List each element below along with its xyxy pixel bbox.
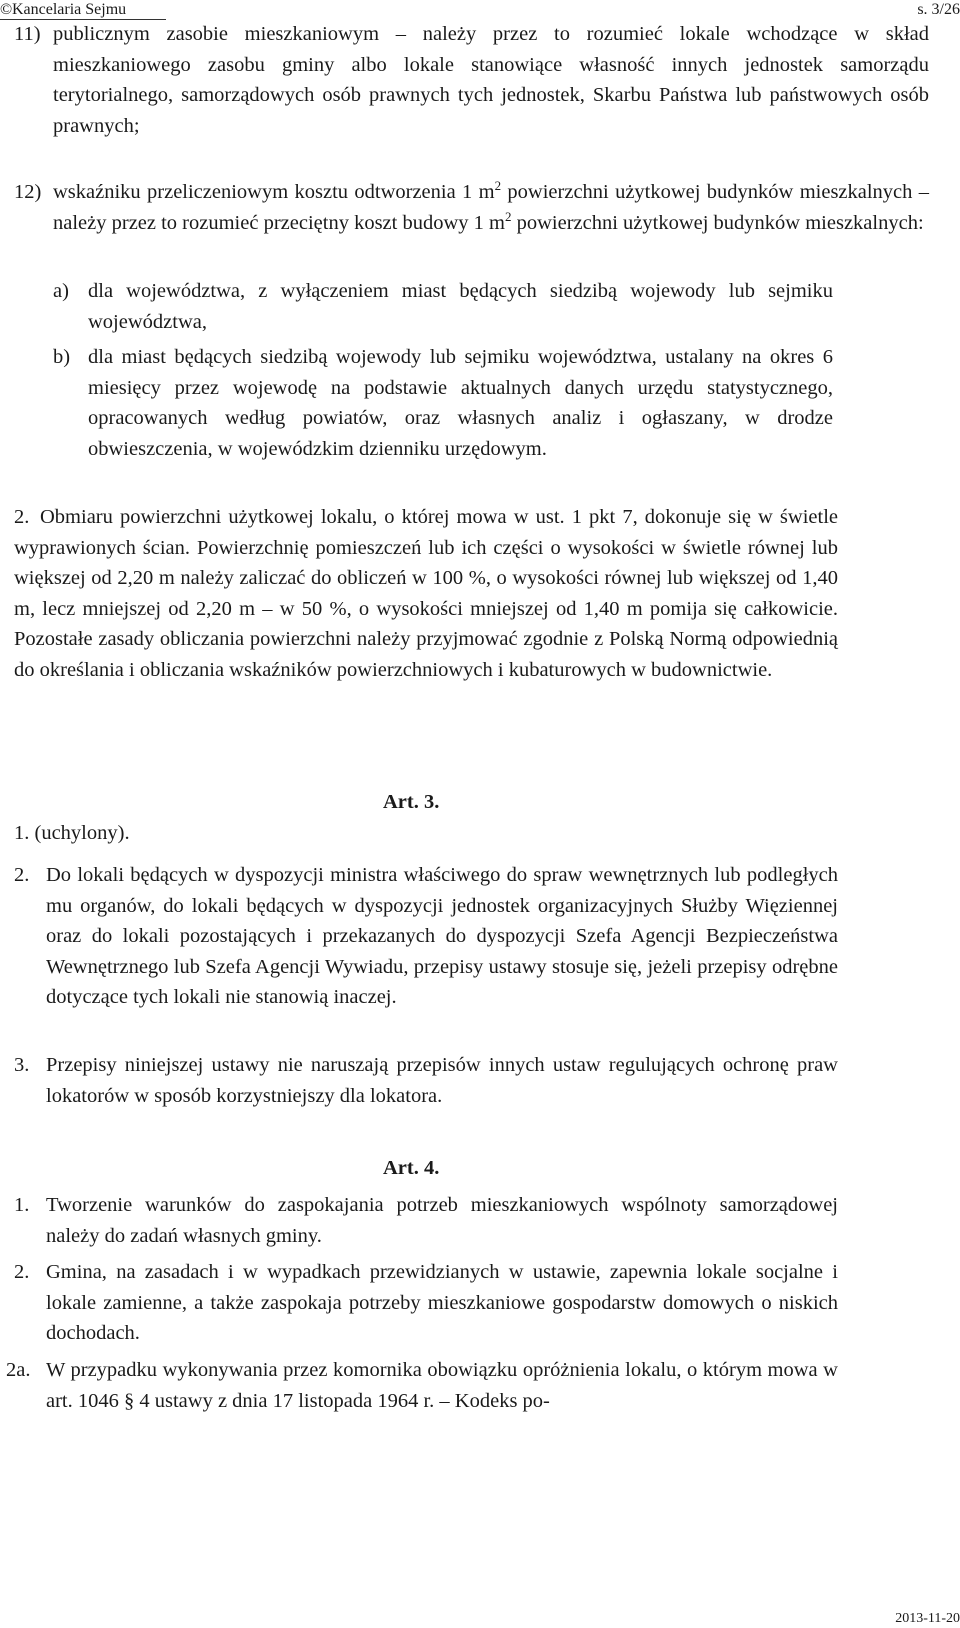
letter-b-text: dla miast będących siedzibą wojewody lub sejmiku województwa, ustalany na okres 6 miesięcy przez wojewodę na podstawie aktualnych danych urzędu statystycznego, opracowanych według powiatów, oraz własnych analiz i ogłaszany, w drodze obwieszczenia, w wojewódzkim dzienniku urzędowym.	[88, 346, 833, 460]
point-11-text: publicznym zasobie mieszkaniowym – należy przez to rozumieć lokale wchodzące w skład mieszkaniowego zasobu gminy albo lokale stanowiące własność innych jednostek samorządu terytorialnego, samorządowych osób prawnych tych jednostek, Skarbu Państwa lub państwowych osób prawnych;	[53, 23, 929, 137]
copyright-icon: ©	[0, 1, 13, 18]
footer-date: 2013-11-20	[895, 1611, 960, 1626]
point-12-text-c: powierzchni użytkowej budynków mieszkalnych:	[511, 211, 924, 234]
superscript: 2	[494, 178, 502, 194]
section-2-text: Obmiaru powierzchni użytkowej lokalu, o której mowa w ust. 1 pkt 7, dokonuje się w świetle wyprawionych ścian. Powierzchnię pomieszczeń lub ich części o wysokości w świetle równej lub większej od 2,20 m należy zaliczać do obliczeń w 100 %, o wysokości równej lub większej od 1,40 m, lecz mniejszej od 2,20 m – w 50 %, o wysokości mniejszej od 1,40 m pomija się całkowicie. Pozostałe zasady obliczania powierzchni należy przyjmować zgodnie z Polską Normą odpowiednią do określania i obliczania wskaźników powierzchniowych i kubaturowych w budownictwie.	[14, 506, 838, 681]
point-12-text-a: wskaźniku przeliczeniowym kosztu odtworzenia 1 m	[53, 181, 495, 203]
article-4-heading: Art. 4.	[383, 1157, 440, 1179]
article-4-section-2-text: Gmina, na zasadach i w wypadkach przewidzianych w ustawie, zapewnia lokale socjalne i lokale zamienne, a także zaspokaja potrzeby mieszkaniowe gospodarstw domowych o niskich dochodach.	[46, 1261, 838, 1344]
source-label: Kancelaria Sejmu	[12, 1, 127, 18]
article-3-section-3-label: 3.	[14, 1054, 30, 1076]
article-3-heading: Art. 3.	[383, 791, 440, 813]
letter-a-text: dla województwa, z wyłączeniem miast będących siedzibą wojewody lub sejmiku województwa,	[88, 280, 833, 333]
point-11-label: 11)	[14, 23, 41, 45]
letter-a-label: a)	[53, 280, 69, 302]
article-4-section-2-label: 2.	[14, 1261, 30, 1283]
letter-b-label: b)	[53, 346, 71, 368]
article-3-section-2-text: Do lokali będących w dyspozycji ministra właściwego do spraw wewnętrznych lub podległych mu organów, do lokali będących w dyspozycji jednostek organizacyjnych Służby Więziennej oraz do lokali pozostających i przekazanych do dyspozycji Szefa Agencji Bezpieczeństwa Wewnętrznego lub Szefa Agencji Wywiadu, przepisy ustawy stosuje się, jeżeli przepisy odrębne dotyczące tych lokali nie stanowią inaczej.	[46, 864, 838, 1008]
article-3-section-1: 1. (uchylony).	[14, 822, 130, 844]
article-4-section-1-text: Tworzenie warunków do zaspokajania potrzeb mieszkaniowych wspólnoty samorządowej należy do zadań własnych gminy.	[46, 1194, 838, 1247]
article-4-section-1-label: 1.	[14, 1194, 30, 1216]
article-3-section-2-label: 2.	[14, 864, 30, 886]
page-number: s. 3/26	[917, 1, 960, 18]
point-12-text-b: powierzchni użytkowej budynków mieszkalnych – należy przez to rozumieć przeciętny koszt budowy 1 m	[53, 181, 930, 234]
header-source	[0, 0, 126, 20]
article-3-section-3-text: Przepisy niniejszej ustawy nie naruszają przepisów innych ustaw regulujących ochronę praw lokatorów w sposób korzystniejszy dla lokatora.	[46, 1054, 838, 1107]
superscript: 2	[504, 208, 512, 224]
article-4-section-2a-label: 2a.	[6, 1359, 31, 1381]
point-12-label: 12)	[14, 181, 42, 203]
article-4-section-2a-text: W przypadku wykonywania przez komornika obowiązku opróżnienia lokalu, o którym mowa w art. 1046 § 4 ustawy z dnia 17 listopada 1964 r. – Kodeks po-	[46, 1359, 838, 1412]
point-12-text	[53, 177, 929, 238]
section-2-label: 2.	[14, 506, 30, 528]
